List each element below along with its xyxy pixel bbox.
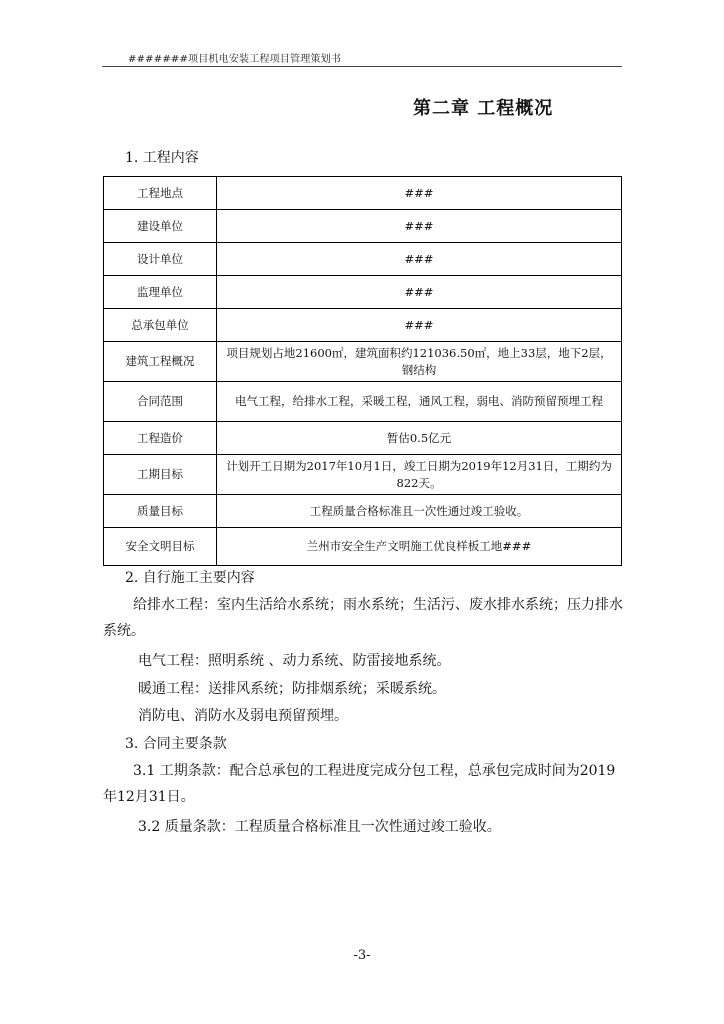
table-row xyxy=(104,455,622,495)
row-label: 工期目标 xyxy=(104,455,217,495)
row-value: 项目规划占地21600㎡，建筑面积约121036.50㎡，地上33层，地下2层，钢结构 xyxy=(217,342,622,382)
running-header: #######项目机电安装工程项目管理策划书 xyxy=(128,54,342,65)
header-divider xyxy=(102,66,622,67)
paragraph-quality-clause: 3.2 质量条款：工程质量合格标准且一次性通过竣工验收。 xyxy=(138,819,501,835)
paragraph-fire-weak-current: 消防电、消防水及弱电预留预埋。 xyxy=(138,708,348,724)
row-value: ### xyxy=(217,177,622,210)
row-value: ### xyxy=(217,210,622,243)
row-label: 安全文明目标 xyxy=(104,528,217,566)
row-value: 兰州市安全生产文明施工优良样板工地### xyxy=(217,528,622,566)
row-label: 工程地点 xyxy=(104,177,217,210)
row-label: 合同范围 xyxy=(104,382,217,422)
row-value: 电气工程，给排水工程，采暖工程，通风工程，弱电、消防预留预埋工程 xyxy=(217,382,622,422)
row-value: 计划开工日期为2017年10月1日，竣工日期为2019年12月31日，工期约为822天。 xyxy=(217,455,622,495)
paragraph-hvac: 暖通工程：送排风系统；防排烟系统；采暖系统。 xyxy=(138,681,446,697)
paragraph-plumbing: 给排水工程：室内生活给水系统；雨水系统；生活污、废水排水系统；压力排水系统。 xyxy=(103,597,623,639)
row-value: ### xyxy=(217,309,622,342)
page-number: -3- xyxy=(353,948,371,963)
table-row xyxy=(104,495,622,528)
row-value: 工程质量合格标准且一次性通过竣工验收。 xyxy=(217,495,622,528)
row-label: 建设单位 xyxy=(104,210,217,243)
project-info-table xyxy=(103,176,622,566)
table-row xyxy=(104,342,622,382)
table-row xyxy=(104,243,622,276)
row-label: 监理单位 xyxy=(104,276,217,309)
row-label: 总承包单位 xyxy=(104,309,217,342)
row-label: 设计单位 xyxy=(104,243,217,276)
table-row xyxy=(104,276,622,309)
chapter-title: 第二章 工程概况 xyxy=(413,98,554,119)
section-heading-2: 2. 自行施工主要内容 xyxy=(125,570,255,586)
paragraph-schedule-clause: 3.1 工期条款：配合总承包的工程进度完成分包工程，总承包完成时间为2019年12月31日。 xyxy=(103,763,616,805)
section-heading-1: 1. 工程内容 xyxy=(125,150,199,166)
row-label: 建筑工程概况 xyxy=(104,342,217,382)
table-row xyxy=(104,177,622,210)
table-row xyxy=(104,210,622,243)
paragraph-electrical: 电气工程：照明系统 、动力系统、防雷接地系统。 xyxy=(138,653,451,669)
row-value: ### xyxy=(217,243,622,276)
row-value: ### xyxy=(217,276,622,309)
row-label: 工程造价 xyxy=(104,422,217,455)
table-row xyxy=(104,528,622,566)
table-row xyxy=(104,309,622,342)
row-value: 暂估0.5亿元 xyxy=(217,422,622,455)
table-row xyxy=(104,382,622,422)
section-heading-3: 3. 合同主要条款 xyxy=(125,736,227,752)
table-row xyxy=(104,422,622,455)
row-label: 质量目标 xyxy=(104,495,217,528)
